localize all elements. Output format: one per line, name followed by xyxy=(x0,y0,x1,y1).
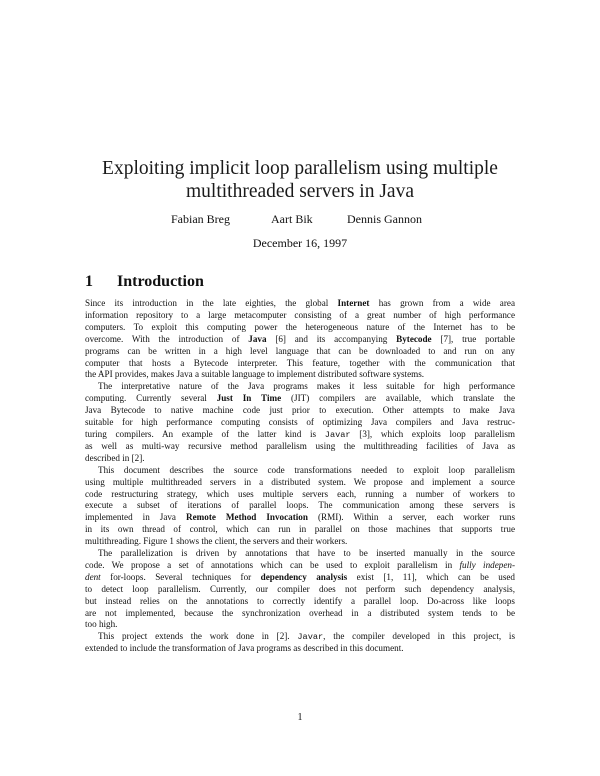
paragraph-line: code. We propose a set of annotations which can be used to exploit parallelism in fully indepen- xyxy=(85,559,515,570)
paragraph-line: described in [2]. xyxy=(85,452,145,463)
author-1: Fabian Breg xyxy=(171,212,230,226)
author-3: Dennis Gannon xyxy=(347,212,422,226)
paragraph-line: overcome. With the introduction of Java [6] and its accompanying Bytecode [7], true portable xyxy=(85,333,515,344)
title-line-1: Exploiting implicit loop parallelism using multiple xyxy=(102,158,498,179)
paragraph-line: computer that hosts a Bytecode interpreter. This feature, together with the communication that xyxy=(85,357,515,368)
paragraph-line: Since its introduction in the late eighties, the global Internet has grown from a wide area xyxy=(85,298,515,308)
paragraph-line: the API provides, makes Java a suitable language to implement distributed software systems. xyxy=(85,369,425,380)
paragraph-line: too high. xyxy=(85,619,118,630)
paper-title xyxy=(60,157,540,203)
author-2: Aart Bik xyxy=(271,212,313,226)
paragraph-line: turing compilers. An example of the latter kind is Javar [3], which exploits loop parallelism xyxy=(85,428,515,440)
paragraph-line: This project extends the work done in [2]. Javar, the compiler developed in this project, is xyxy=(98,631,516,643)
paragraph-line: Java Bytecode to native machine code just prior to execution. Other attempts to make Java xyxy=(85,405,515,416)
paragraph-line: The parallelization is driven by annotations that have to be inserted manually in the source xyxy=(98,548,515,559)
paragraph-line: computers. To exploit this computing power the heterogeneous nature of the Internet has to be xyxy=(85,321,515,332)
paragraph-line: suitable for high performance computing consists of optimizing Java compilers and Java restruc- xyxy=(85,417,515,428)
paragraph-line: multithreading. Figure 1 shows the client, the servers and their workers. xyxy=(85,536,348,547)
paragraph-line: extended to include the transformation of Java programs as described in this document. xyxy=(85,643,404,654)
paragraph-line: implemented in Java Remote Method Invocation (RMI). Within a server, each worker runs xyxy=(85,512,516,523)
paragraph-line: information repository to a large metacomputer consisting of a great number of high performance xyxy=(85,309,515,320)
paragraph-line: programs can be written in a high level language that can be downloaded to and run on any xyxy=(85,345,515,356)
paragraph-line: dent for-loops. Several techniques for dependency analysis exist [1, 11], which can be used xyxy=(85,571,515,582)
paragraph-line: as well as multi-way recursive method parallelism using the multithreading facilities of Java as xyxy=(85,440,515,451)
paragraph-line: to detect loop parallelism. Currently, our compiler does not perform such dependency analysis, xyxy=(85,583,515,594)
paragraph-line: The interpretative nature of the Java programs makes it less suitable for high performance xyxy=(98,381,515,392)
paragraph-line: in its own thread of control, which can run in parallel on those machines that supports true xyxy=(85,524,515,535)
paragraph-line: This document describes the source code transformations needed to exploit loop parallelism xyxy=(98,464,515,475)
section-body xyxy=(85,298,515,655)
section-heading xyxy=(85,273,204,291)
title-line-2: multithreaded servers in Java xyxy=(186,181,414,202)
paragraph-line: using multiple multithreaded servers in a distributed system. We propose and implement a source xyxy=(85,476,515,487)
paragraph-line: are not implemented, because the synchronization overhead in a distributed system tends to be xyxy=(85,607,515,618)
paragraph-line: but instead relies on the annotations to correctly identify a parallel loop. Do-across like loops xyxy=(85,595,515,606)
paragraph-line: code restructuring strategy, which uses multiple servers each, running a number of workers to xyxy=(85,488,515,499)
section-title: Introduction xyxy=(117,273,204,290)
paper-date: December 16, 1997 xyxy=(252,236,348,250)
paragraph-line: computing. Currently several Just In Time (JIT) compilers are available, which translate the xyxy=(85,393,516,404)
page-number: 1 xyxy=(297,712,303,723)
section-number: 1 xyxy=(85,273,93,290)
paragraph-line: execute a subset of iterations of parallel loops. The communication among these servers is xyxy=(85,500,515,511)
author-list xyxy=(0,212,600,228)
